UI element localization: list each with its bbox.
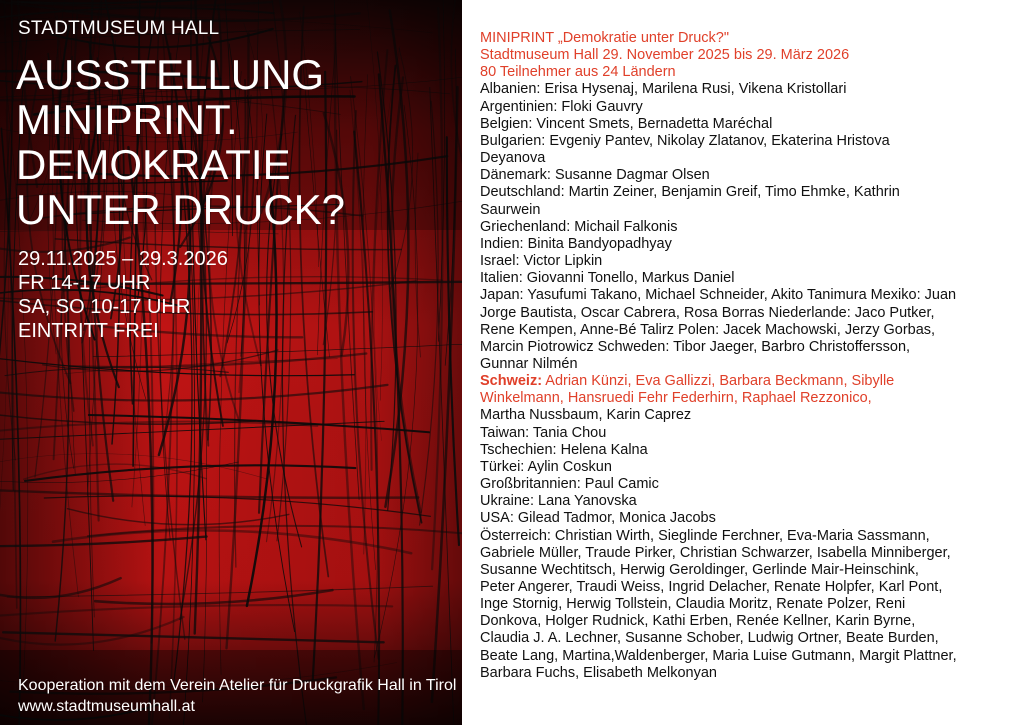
participant-line: Italien: Giovanni Tonello, Markus Daniel xyxy=(480,270,735,287)
participant-line: Dänemark: Susanne Dagmar Olsen xyxy=(480,167,710,184)
participant-line: Albanien: Erisa Hysenaj, Marilena Rusi, Vikena Kristollari xyxy=(480,81,847,98)
schweiz-names: Adrian Künzi, Eva Gallizzi, Barbara Beckmann, Sibylle xyxy=(542,373,895,390)
museum-name: STADTMUSEUM HALL xyxy=(18,18,220,39)
title-line: DEMOKRATIE xyxy=(16,141,291,188)
participant-line: Griechenland: Michail Falkonis xyxy=(480,218,678,235)
participant-line: Indien: Binita Bandyopadhyay xyxy=(480,235,672,252)
participant-line: Deyanova xyxy=(480,150,546,167)
exhibition-name: MINIPRINT „Demokratie unter Druck?" xyxy=(480,30,730,46)
participant-line: Peter Angerer, Traudi Weiss, Ingrid Delacher, Renate Holpfer, Karl Pont, xyxy=(480,579,943,595)
participant-line: Israel: Victor Lipkin xyxy=(480,253,603,270)
participant-line: Gunnar Nilmén xyxy=(480,355,578,372)
participant-line: Saurwein xyxy=(480,201,541,218)
participant-line: Marcin Piotrowicz Schweden: Tibor Jaeger, Barbro Christoffersson, xyxy=(480,338,911,355)
opening-hours-friday: FR 14-17 UHR xyxy=(18,272,151,294)
cooperation-note: Kooperation mit dem Verein Atelier für Druckgrafik Hall in Tirol xyxy=(18,677,457,694)
admission-info: EINTRITT FREI xyxy=(18,320,159,342)
participant-line: Belgien: Vincent Smets, Bernadetta Maréchal xyxy=(480,115,773,132)
poster-artwork-panel xyxy=(0,0,462,725)
participant-line: USA: Gilead Tadmor, Monica Jacobs xyxy=(480,510,716,527)
participant-line: Martha Nussbaum, Karin Caprez xyxy=(480,407,692,424)
participant-line: Deutschland: Martin Zeiner, Benjamin Greif, Timo Ehmke, Kathrin xyxy=(480,184,900,201)
schweiz-line xyxy=(480,373,1020,390)
participant-line: Inge Stornig, Herwig Tollstein, Claudia Moritz, Renate Polzer, Reni xyxy=(480,596,906,613)
participant-line: Gabriele Müller, Traude Pirker, Christian Schwarzer, Isabella Minniberger, xyxy=(480,544,951,561)
participant-list-part1 xyxy=(480,81,1020,373)
schweiz-names-continued: Winkelmann, Hansruedi Fehr Federhirn, Raphael Rezzonico, xyxy=(480,390,872,407)
opening-hours-weekend: SA, SO 10-17 UHR xyxy=(18,296,191,318)
title-line: MINIPRINT. xyxy=(16,96,238,143)
schweiz-label: Schweiz: xyxy=(480,373,543,390)
footer xyxy=(18,675,456,717)
participant-line: Beate Lang, Martina,Waldenberger, Maria Luise Gutmann, Margit Plattner, xyxy=(480,647,957,664)
participants-column xyxy=(480,30,1020,682)
participant-count: 80 Teilnehmer aus 24 Ländern xyxy=(480,64,676,81)
date-range: 29.11.2025 – 29.3.2026 xyxy=(18,248,228,270)
participant-line: Taiwan: Tania Chou xyxy=(480,424,607,441)
exhibition-dates: Stadtmuseum Hall 29. November 2025 bis 29. März 2026 xyxy=(480,47,850,64)
website-link[interactable]: www.stadtmuseumhall.at xyxy=(18,698,195,715)
participant-line: Großbritannien: Paul Camic xyxy=(480,476,659,493)
participant-line: Österreich: Christian Wirth, Sieglinde Ferchner, Eva-Maria Sassmann, xyxy=(480,527,930,544)
header xyxy=(480,30,1020,81)
exhibition-info xyxy=(18,247,228,343)
participant-line: Susanne Wechtitsch, Herwig Geroldinger, Gerlinde Mair-Heinschink, xyxy=(480,561,919,578)
participant-line: Bulgarien: Evgeniy Pantev, Nikolay Zlatanov, Ekaterina Hristova xyxy=(480,132,890,149)
participant-line: Argentinien: Floki Gauvry xyxy=(480,98,643,115)
participant-line: Tschechien: Helena Kalna xyxy=(480,441,648,458)
participant-line: Jorge Bautista, Oscar Cabrera, Rosa Borras Niederlande: Jaco Putker, xyxy=(480,304,935,321)
exhibition-title xyxy=(16,52,345,232)
participant-line: Ukraine: Lana Yanovska xyxy=(480,493,637,510)
participant-line: Rene Kempen, Anne-Bé Talirz Polen: Jacek Machowski, Jerzy Gorbas, xyxy=(480,321,936,338)
title-line: AUSSTELLUNG xyxy=(16,51,325,98)
participant-line: Claudia J. A. Lechner, Susanne Schober, Ludwig Ortner, Beate Burden, xyxy=(480,630,939,647)
participant-line: Barbara Fuchs, Elisabeth Melkonyan xyxy=(480,664,717,681)
title-line: UNTER DRUCK? xyxy=(16,186,346,233)
participant-line: Donkova, Holger Rudnick, Kathi Erben, Renée Kellner, Karin Byrne, xyxy=(480,613,916,630)
participant-list-part2 xyxy=(480,407,1020,682)
participant-line: Türkei: Aylin Coskun xyxy=(480,458,612,475)
participant-line: Japan: Yasufumi Takano, Michael Schneider, Akito Tanimura Mexiko: Juan xyxy=(480,287,957,304)
